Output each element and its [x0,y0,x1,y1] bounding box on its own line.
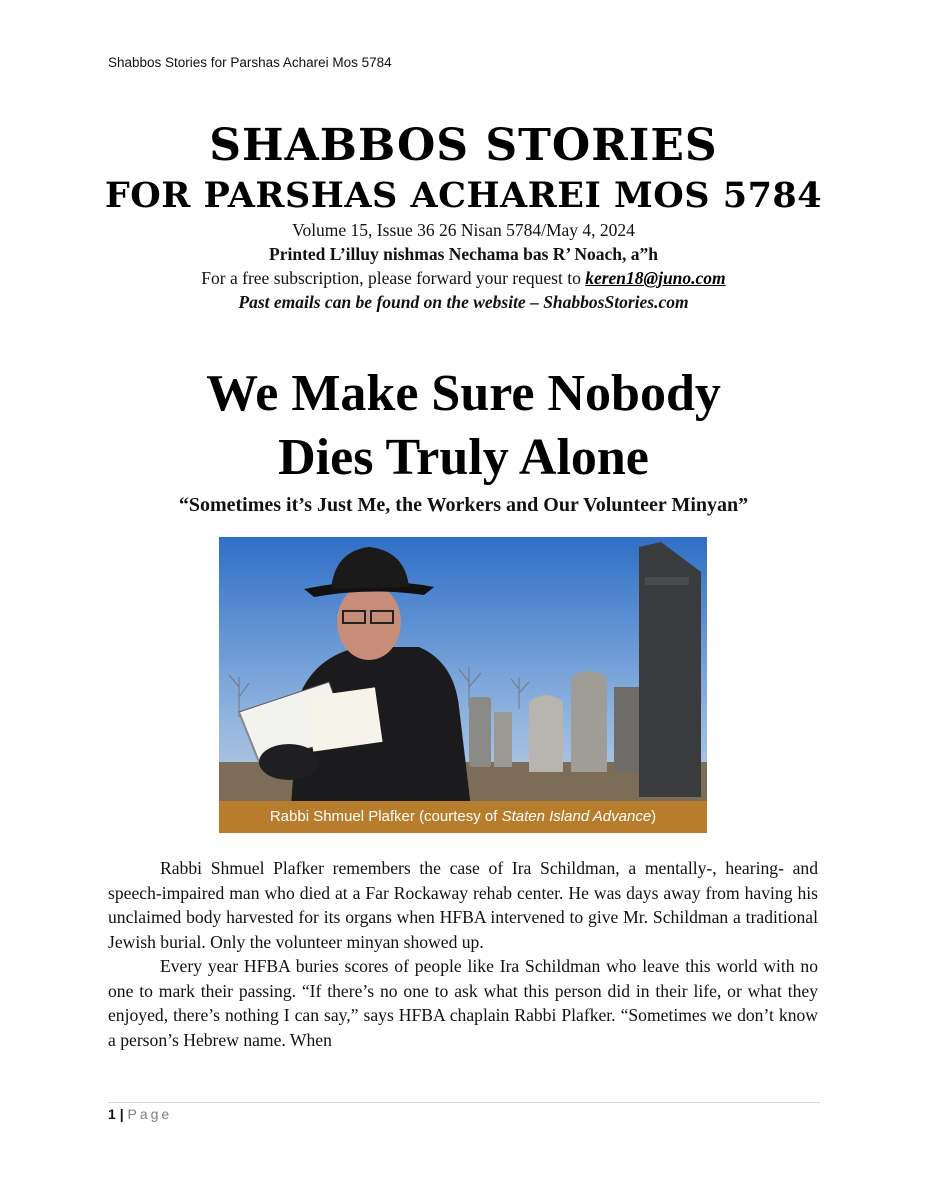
headline-line-2: Dies Truly Alone [278,429,649,486]
subscription-line [0,266,927,290]
body-paragraph-2: Every year HFBA buries scores of people like Ira Schildman who leave this world with no one to mark their passing. “If there’s no one to ask what this person did in their life, or what they enjoyed, there’s nothing I can say,” says HFBA chaplain Rabbi Plafker. “Sometimes we don’t know a person’s Hebrew name. When [108,956,818,1050]
caption-source: Staten Island Advance [501,808,652,825]
page-number: 1 [108,1106,116,1122]
body-paragraph-1: Rabbi Shmuel Plafker remembers the case of Ira Schildman, a mentally-, hearing- and speech-impaired man who died at a Far Rockaway rehab center. He was days away from having his unclaimed body harvested for its organs when HFBA intervened to give Mr. Schildman a traditional Jewish burial. Only the volunteer minyan showed up. [108,858,818,952]
subscription-text: For a free subscription, please forward your request to [201,268,586,288]
subscription-email-link[interactable]: keren18@juno.com [585,268,726,288]
page-separator: | [119,1106,124,1122]
masthead-subtitle: FOR PARSHAS ACHAREI MOS 5784 [104,175,823,216]
footer-divider [108,1102,820,1103]
page-label: Page [127,1106,173,1122]
page-footer [108,1106,172,1122]
running-header: Shabbos Stories for Parshas Acharei Mos 5784 [108,55,392,70]
caption-close: ) [651,808,657,825]
issue-line: Volume 15, Issue 36 26 Nisan 5784/May 4, 2024 [292,220,635,240]
headline-line-1: We Make Sure Nobody [206,365,721,422]
photo-caption [219,801,707,833]
photo-illustration [219,537,707,833]
article-photo [219,537,707,833]
article-headline-block [0,362,927,520]
archive-line: Past emails can be found on the website – ShabbosStories.com [238,292,689,312]
article-body [108,856,818,1052]
masthead-title: SHABBOS STORIES [209,120,718,171]
masthead [0,118,927,314]
dedication-line: Printed L’illuy nishmas Nechama bas R’ Noach, a”h [269,244,658,264]
article-subhead: “Sometimes it’s Just Me, the Workers and Our Volunteer Minyan” [178,494,749,516]
caption-text: Rabbi Shmuel Plafker (courtesy of [269,808,502,825]
